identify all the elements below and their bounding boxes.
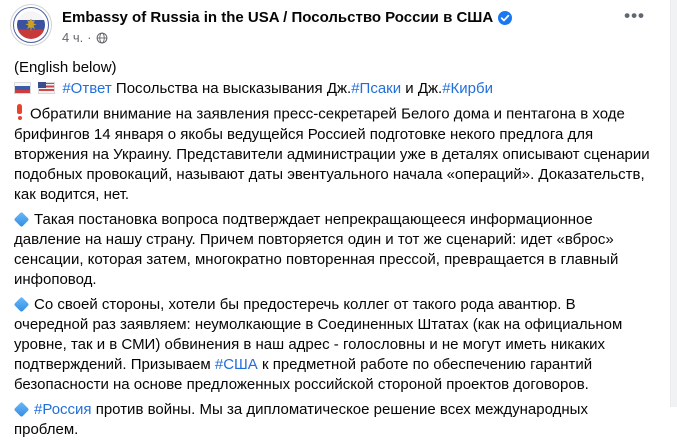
post-text — [14, 104, 651, 440]
red-exclamation-icon — [17, 104, 23, 120]
verified-badge-icon — [498, 11, 512, 25]
text-segment: Такая постановка вопроса подтверждает непрекращающееся информационное давление на нашу страну. Причем повторяется один и тот же сценарий: идет «вброс» сенсации, которая затем, многократно повторенная прессой, превращается в главный инфоповод. — [14, 210, 619, 288]
blue-diamond-icon — [14, 401, 30, 417]
embassy-seal-ring — [13, 7, 49, 43]
text-segment: Со своей стороны, хотели бы предостеречь коллег от такого рода авантюр. В очередной раз заявляем: неумолкающие в Соединенных Штатах (как на официальном уровне, так и в СМИ) обвинения в наш адрес - голословны и не могут иметь никаких подтверждений. Призываем — [14, 295, 623, 373]
usa-flag-icon — [38, 82, 55, 94]
page-title[interactable]: Embassy of Russia in the USA / Посольство России в США — [62, 9, 494, 26]
meta-separator: · — [87, 30, 92, 45]
post-body — [0, 52, 677, 440]
text-segment: к предметной работе по обеспечению гарантий безопасности на основе предложенных российской стороной проектов договоров. — [14, 355, 593, 393]
text-segment: против войны. Мы за дипломатическое решение всех международных проблем. — [14, 400, 588, 438]
post-options-menu[interactable]: ••• — [624, 6, 645, 25]
post-paragraph — [14, 400, 651, 440]
post-timestamp[interactable]: 4 ч. — [62, 30, 84, 45]
scrollbar-track[interactable] — [670, 0, 677, 407]
globe-public-icon — [96, 32, 108, 44]
russia-flag-icon — [14, 82, 31, 94]
english-below-note: (English below) — [14, 59, 117, 76]
hashtag-link[interactable]: #Кирби — [442, 80, 493, 97]
post-header — [0, 0, 677, 52]
russia-tricolor — [17, 11, 45, 39]
text-segment: и Дж. — [401, 80, 443, 97]
post-headline — [14, 79, 651, 99]
headline-text — [62, 80, 493, 97]
double-eagle-icon — [23, 17, 39, 33]
text-segment: Обратили внимание на заявления пресс-секретарей Белого дома и пентагона в ходе брифингов 14 января о якобы ведущейся Россией подготовке некого предлога для вторжения на Украину. Представители администрации уже в деталях описывают сценарии подобных провокаций, называют даты эвентуального начала «операций». Доказательств, как водится, нет. — [14, 105, 650, 203]
avatar[interactable] — [10, 4, 52, 46]
blue-diamond-icon — [14, 211, 30, 227]
post-paragraph — [14, 295, 651, 395]
post-paragraph — [14, 104, 651, 205]
blue-diamond-icon — [14, 296, 30, 312]
text-segment: Посольства на высказывания Дж. — [111, 80, 352, 97]
hashtag-link[interactable]: #Россия — [34, 400, 92, 418]
post-paragraph — [14, 210, 651, 290]
hashtag-link[interactable]: #США — [214, 355, 258, 373]
hashtag-link[interactable]: #Псаки — [351, 80, 402, 97]
hashtag-link[interactable]: #Ответ — [62, 80, 112, 97]
